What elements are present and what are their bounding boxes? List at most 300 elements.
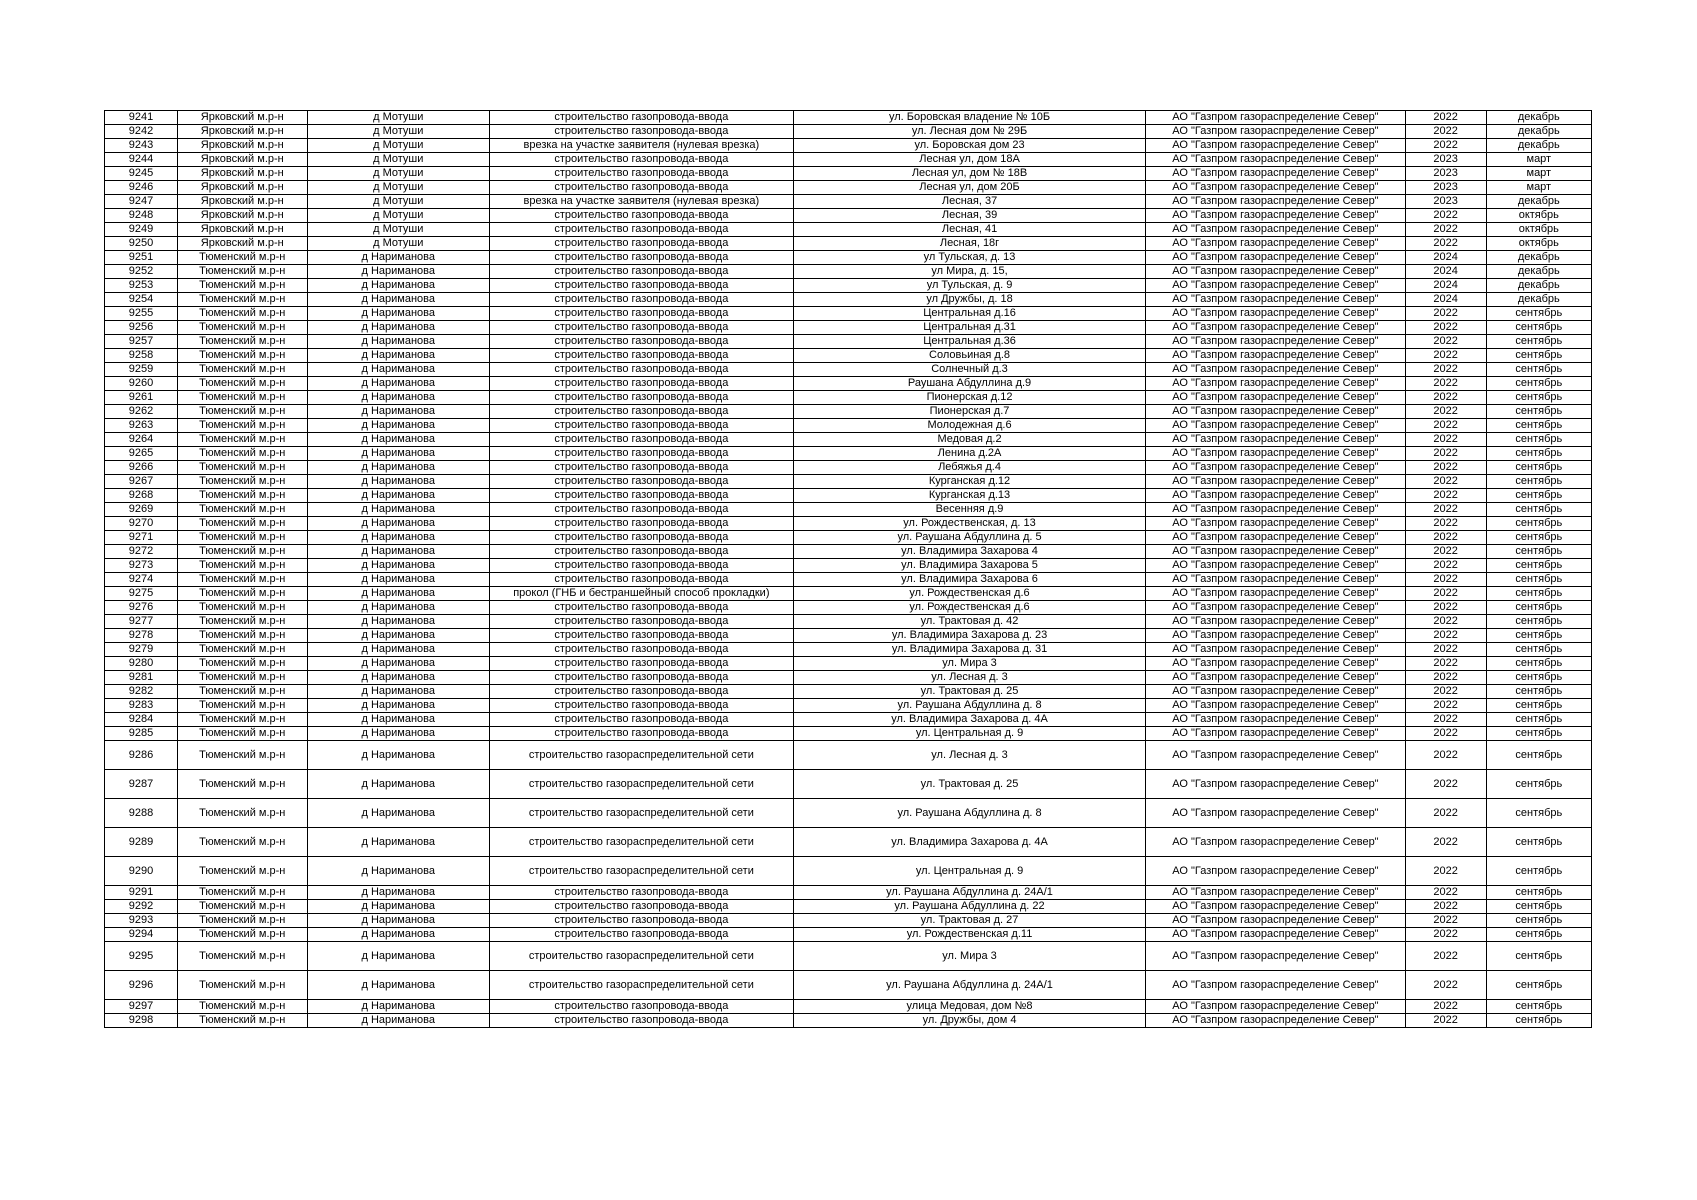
work-type-cell: строительство газопровода-ввода [489,209,793,223]
address-cell: Лесная, 37 [793,195,1146,209]
address-cell: ул. Боровская владение № 10Б [793,111,1146,125]
work-type-cell: строительство газопровода-ввода [489,447,793,461]
locality-cell: д Мотуши [307,223,489,237]
locality-cell: д Мотуши [307,139,489,153]
organization-cell: АО "Газпром газораспределение Север" [1146,223,1405,237]
locality-cell: д Нариманова [307,928,489,942]
locality-cell: д Нариманова [307,475,489,489]
organization-cell: АО "Газпром газораспределение Север" [1146,828,1405,857]
table-row [105,559,1592,573]
month-cell: сентябрь [1486,857,1591,886]
table-row [105,489,1592,503]
table-body [105,111,1592,1028]
address-cell: Лесная, 18г [793,237,1146,251]
table-row [105,517,1592,531]
organization-cell: АО "Газпром газораспределение Север" [1146,1014,1405,1028]
locality-cell: д Нариманова [307,857,489,886]
district-cell: Тюменский м.р-н [177,928,307,942]
locality-cell: д Нариманова [307,601,489,615]
year-cell: 2022 [1405,461,1486,475]
year-cell: 2022 [1405,237,1486,251]
organization-cell: АО "Газпром газораспределение Север" [1146,307,1405,321]
locality-cell: д Нариманова [307,685,489,699]
district-cell: Тюменский м.р-н [177,587,307,601]
year-cell: 2022 [1405,503,1486,517]
district-cell: Тюменский м.р-н [177,363,307,377]
work-type-cell: строительство газопровода-ввода [489,335,793,349]
table-row [105,433,1592,447]
work-type-cell: строительство газопровода-ввода [489,349,793,363]
row-number-cell: 9276 [105,601,178,615]
month-cell: сентябрь [1486,886,1591,900]
year-cell: 2022 [1405,857,1486,886]
locality-cell: д Нариманова [307,741,489,770]
month-cell: сентябрь [1486,377,1591,391]
month-cell: сентябрь [1486,1000,1591,1014]
month-cell: сентябрь [1486,475,1591,489]
district-cell: Тюменский м.р-н [177,265,307,279]
organization-cell: АО "Газпром газораспределение Север" [1146,643,1405,657]
year-cell: 2022 [1405,391,1486,405]
address-cell: Пионерская д.12 [793,391,1146,405]
district-cell: Ярковский м.р-н [177,167,307,181]
table-row [105,475,1592,489]
row-number-cell: 9250 [105,237,178,251]
year-cell: 2022 [1405,573,1486,587]
locality-cell: д Нариманова [307,517,489,531]
address-cell: ул. Трактовая д. 25 [793,770,1146,799]
month-cell: сентябрь [1486,489,1591,503]
organization-cell: АО "Газпром газораспределение Север" [1146,321,1405,335]
address-cell: ул. Раушана Абдуллина д. 22 [793,900,1146,914]
table-row [105,167,1592,181]
table-row [105,1000,1592,1014]
table-row [105,223,1592,237]
table-row [105,461,1592,475]
month-cell: сентябрь [1486,447,1591,461]
address-cell: Центральная д.31 [793,321,1146,335]
month-cell: сентябрь [1486,405,1591,419]
district-cell: Тюменский м.р-н [177,475,307,489]
locality-cell: д Нариманова [307,713,489,727]
district-cell: Тюменский м.р-н [177,545,307,559]
month-cell: сентябрь [1486,1014,1591,1028]
row-number-cell: 9285 [105,727,178,741]
month-cell: сентябрь [1486,531,1591,545]
work-type-cell: строительство газораспределительной сети [489,799,793,828]
row-number-cell: 9265 [105,447,178,461]
year-cell: 2022 [1405,489,1486,503]
locality-cell: д Нариманова [307,503,489,517]
address-cell: ул. Лесная д. 3 [793,741,1146,770]
district-cell: Ярковский м.р-н [177,153,307,167]
district-cell: Тюменский м.р-н [177,699,307,713]
work-type-cell: строительство газопровода-ввода [489,433,793,447]
year-cell: 2023 [1405,181,1486,195]
row-number-cell: 9296 [105,971,178,1000]
organization-cell: АО "Газпром газораспределение Север" [1146,209,1405,223]
organization-cell: АО "Газпром газораспределение Север" [1146,741,1405,770]
organization-cell: АО "Газпром газораспределение Север" [1146,181,1405,195]
table-row [105,195,1592,209]
address-cell: Лесная ул, дом 20Б [793,181,1146,195]
work-type-cell: строительство газопровода-ввода [489,111,793,125]
row-number-cell: 9282 [105,685,178,699]
address-cell: ул. Мира 3 [793,657,1146,671]
work-type-cell: строительство газопровода-ввода [489,279,793,293]
organization-cell: АО "Газпром газораспределение Север" [1146,195,1405,209]
locality-cell: д Нариманова [307,942,489,971]
row-number-cell: 9283 [105,699,178,713]
locality-cell: д Нариманова [307,461,489,475]
year-cell: 2024 [1405,279,1486,293]
organization-cell: АО "Газпром газораспределение Север" [1146,601,1405,615]
row-number-cell: 9256 [105,321,178,335]
district-cell: Ярковский м.р-н [177,237,307,251]
year-cell: 2022 [1405,928,1486,942]
year-cell: 2022 [1405,971,1486,1000]
month-cell: октябрь [1486,237,1591,251]
address-cell: Молодежная д.6 [793,419,1146,433]
row-number-cell: 9273 [105,559,178,573]
month-cell: сентябрь [1486,517,1591,531]
table-row [105,139,1592,153]
row-number-cell: 9292 [105,900,178,914]
organization-cell: АО "Газпром газораспределение Север" [1146,237,1405,251]
organization-cell: АО "Газпром газораспределение Север" [1146,629,1405,643]
table-row [105,699,1592,713]
year-cell: 2022 [1405,1014,1486,1028]
organization-cell: АО "Газпром газораспределение Север" [1146,727,1405,741]
table-row [105,111,1592,125]
address-cell: Соловьиная д.8 [793,349,1146,363]
address-cell: ул. Владимира Захарова д. 4А [793,713,1146,727]
month-cell: декабрь [1486,293,1591,307]
month-cell: декабрь [1486,139,1591,153]
work-type-cell: строительство газопровода-ввода [489,503,793,517]
address-cell: Лесная, 39 [793,209,1146,223]
work-type-cell: строительство газопровода-ввода [489,475,793,489]
row-number-cell: 9286 [105,741,178,770]
month-cell: сентябрь [1486,321,1591,335]
district-cell: Тюменский м.р-н [177,293,307,307]
locality-cell: д Мотуши [307,195,489,209]
address-cell: Раушана Абдуллина д.9 [793,377,1146,391]
work-type-cell: строительство газопровода-ввода [489,1014,793,1028]
organization-cell: АО "Газпром газораспределение Север" [1146,363,1405,377]
work-type-cell: строительство газопровода-ввода [489,699,793,713]
table-row [105,293,1592,307]
year-cell: 2022 [1405,615,1486,629]
work-type-cell: строительство газопровода-ввода [489,237,793,251]
row-number-cell: 9271 [105,531,178,545]
table-row [105,657,1592,671]
year-cell: 2022 [1405,699,1486,713]
table-row [105,799,1592,828]
table-row [105,531,1592,545]
year-cell: 2022 [1405,139,1486,153]
work-type-cell: строительство газораспределительной сети [489,857,793,886]
district-cell: Тюменский м.р-н [177,1000,307,1014]
locality-cell: д Нариманова [307,419,489,433]
year-cell: 2022 [1405,475,1486,489]
row-number-cell: 9263 [105,419,178,433]
organization-cell: АО "Газпром газораспределение Север" [1146,713,1405,727]
year-cell: 2024 [1405,251,1486,265]
work-type-cell: строительство газопровода-ввода [489,601,793,615]
year-cell: 2022 [1405,447,1486,461]
district-cell: Ярковский м.р-н [177,139,307,153]
year-cell: 2022 [1405,643,1486,657]
address-cell: ул. Трактовая д. 27 [793,914,1146,928]
row-number-cell: 9246 [105,181,178,195]
locality-cell: д Нариманова [307,727,489,741]
organization-cell: АО "Газпром газораспределение Север" [1146,531,1405,545]
locality-cell: д Нариманова [307,1000,489,1014]
address-cell: Курганская д.12 [793,475,1146,489]
work-type-cell: строительство газопровода-ввода [489,615,793,629]
row-number-cell: 9275 [105,587,178,601]
locality-cell: д Мотуши [307,125,489,139]
district-cell: Ярковский м.р-н [177,209,307,223]
row-number-cell: 9298 [105,1014,178,1028]
year-cell: 2022 [1405,770,1486,799]
row-number-cell: 9248 [105,209,178,223]
district-cell: Тюменский м.р-н [177,517,307,531]
year-cell: 2022 [1405,601,1486,615]
month-cell: март [1486,167,1591,181]
year-cell: 2022 [1405,419,1486,433]
year-cell: 2024 [1405,265,1486,279]
month-cell: сентябрь [1486,741,1591,770]
address-cell: ул. Владимира Захарова 4 [793,545,1146,559]
month-cell: декабрь [1486,125,1591,139]
work-type-cell: строительство газораспределительной сети [489,828,793,857]
row-number-cell: 9274 [105,573,178,587]
locality-cell: д Нариманова [307,643,489,657]
district-cell: Тюменский м.р-н [177,307,307,321]
organization-cell: АО "Газпром газораспределение Север" [1146,587,1405,601]
row-number-cell: 9267 [105,475,178,489]
district-cell: Тюменский м.р-н [177,1014,307,1028]
district-cell: Тюменский м.р-н [177,447,307,461]
table-row [105,713,1592,727]
district-cell: Тюменский м.р-н [177,601,307,615]
address-cell: Весенняя д.9 [793,503,1146,517]
organization-cell: АО "Газпром газораспределение Север" [1146,153,1405,167]
table-row [105,900,1592,914]
address-cell: ул Дружбы, д. 18 [793,293,1146,307]
address-cell: ул. Владимира Захарова д. 23 [793,629,1146,643]
locality-cell: д Нариманова [307,391,489,405]
address-cell: ул. Владимира Захарова 5 [793,559,1146,573]
row-number-cell: 9287 [105,770,178,799]
locality-cell: д Нариманова [307,799,489,828]
year-cell: 2023 [1405,167,1486,181]
month-cell: сентябрь [1486,799,1591,828]
row-number-cell: 9260 [105,377,178,391]
month-cell: сентябрь [1486,391,1591,405]
organization-cell: АО "Газпром газораспределение Север" [1146,559,1405,573]
table-row [105,545,1592,559]
organization-cell: АО "Газпром газораспределение Север" [1146,517,1405,531]
row-number-cell: 9242 [105,125,178,139]
locality-cell: д Нариманова [307,545,489,559]
table-row [105,601,1592,615]
month-cell: сентябрь [1486,713,1591,727]
work-type-cell: строительство газораспределительной сети [489,770,793,799]
address-cell: ул. Боровская дом 23 [793,139,1146,153]
locality-cell: д Нариманова [307,587,489,601]
locality-cell: д Нариманова [307,615,489,629]
year-cell: 2022 [1405,125,1486,139]
organization-cell: АО "Газпром газораспределение Север" [1146,503,1405,517]
year-cell: 2022 [1405,517,1486,531]
month-cell: сентябрь [1486,699,1591,713]
locality-cell: д Нариманова [307,971,489,1000]
month-cell: сентябрь [1486,419,1591,433]
address-cell: ул. Раушана Абдуллина д. 5 [793,531,1146,545]
address-cell: Курганская д.13 [793,489,1146,503]
month-cell: сентябрь [1486,914,1591,928]
year-cell: 2022 [1405,433,1486,447]
row-number-cell: 9281 [105,671,178,685]
locality-cell: д Нариманова [307,914,489,928]
month-cell: сентябрь [1486,685,1591,699]
organization-cell: АО "Газпром газораспределение Север" [1146,335,1405,349]
row-number-cell: 9268 [105,489,178,503]
address-cell: ул. Раушана Абдуллина д. 8 [793,699,1146,713]
table-row [105,447,1592,461]
address-cell: ул. Мира 3 [793,942,1146,971]
month-cell: сентябрь [1486,363,1591,377]
work-type-cell: строительство газопровода-ввода [489,153,793,167]
month-cell: сентябрь [1486,900,1591,914]
work-type-cell: строительство газопровода-ввода [489,265,793,279]
locality-cell: д Нариманова [307,629,489,643]
gas-connection-table [104,110,1592,1028]
organization-cell: АО "Газпром газораспределение Север" [1146,573,1405,587]
locality-cell: д Нариманова [307,293,489,307]
district-cell: Тюменский м.р-н [177,419,307,433]
month-cell: сентябрь [1486,643,1591,657]
year-cell: 2022 [1405,335,1486,349]
table-row [105,153,1592,167]
address-cell: ул. Раушана Абдуллина д. 24А/1 [793,886,1146,900]
work-type-cell: строительство газопровода-ввода [489,181,793,195]
organization-cell: АО "Газпром газораспределение Север" [1146,914,1405,928]
year-cell: 2022 [1405,727,1486,741]
locality-cell: д Нариманова [307,349,489,363]
year-cell: 2022 [1405,828,1486,857]
work-type-cell: строительство газопровода-ввода [489,573,793,587]
district-cell: Ярковский м.р-н [177,111,307,125]
district-cell: Тюменский м.р-н [177,685,307,699]
organization-cell: АО "Газпром газораспределение Север" [1146,265,1405,279]
work-type-cell: строительство газопровода-ввода [489,643,793,657]
table-row [105,363,1592,377]
month-cell: март [1486,181,1591,195]
organization-cell: АО "Газпром газораспределение Север" [1146,671,1405,685]
organization-cell: АО "Газпром газораспределение Север" [1146,405,1405,419]
work-type-cell: строительство газопровода-ввода [489,489,793,503]
year-cell: 2022 [1405,886,1486,900]
month-cell: сентябрь [1486,573,1591,587]
row-number-cell: 9266 [105,461,178,475]
row-number-cell: 9297 [105,1000,178,1014]
address-cell: Лесная, 41 [793,223,1146,237]
table-row [105,942,1592,971]
locality-cell: д Нариманова [307,279,489,293]
table-row [105,1014,1592,1028]
table-row [105,914,1592,928]
district-cell: Ярковский м.р-н [177,181,307,195]
month-cell: сентябрь [1486,828,1591,857]
year-cell: 2022 [1405,587,1486,601]
table-row [105,587,1592,601]
year-cell: 2022 [1405,741,1486,770]
row-number-cell: 9245 [105,167,178,181]
district-cell: Тюменский м.р-н [177,503,307,517]
work-type-cell: строительство газопровода-ввода [489,886,793,900]
district-cell: Тюменский м.р-н [177,461,307,475]
organization-cell: АО "Газпром газораспределение Север" [1146,433,1405,447]
year-cell: 2022 [1405,377,1486,391]
table-row [105,727,1592,741]
locality-cell: д Нариманова [307,447,489,461]
locality-cell: д Мотуши [307,153,489,167]
work-type-cell: строительство газопровода-ввода [489,363,793,377]
month-cell: сентябрь [1486,657,1591,671]
organization-cell: АО "Газпром газораспределение Север" [1146,279,1405,293]
row-number-cell: 9241 [105,111,178,125]
district-cell: Тюменский м.р-н [177,942,307,971]
year-cell: 2022 [1405,405,1486,419]
table-row [105,828,1592,857]
locality-cell: д Нариманова [307,559,489,573]
organization-cell: АО "Газпром газораспределение Север" [1146,799,1405,828]
month-cell: сентябрь [1486,461,1591,475]
address-cell: ул. Центральная д. 9 [793,727,1146,741]
table-row [105,349,1592,363]
locality-cell: д Нариманова [307,377,489,391]
address-cell: ул. Рождественская д.6 [793,601,1146,615]
month-cell: сентябрь [1486,971,1591,1000]
year-cell: 2022 [1405,799,1486,828]
row-number-cell: 9259 [105,363,178,377]
work-type-cell: строительство газопровода-ввода [489,293,793,307]
month-cell: декабрь [1486,195,1591,209]
table-row [105,391,1592,405]
work-type-cell: строительство газораспределительной сети [489,971,793,1000]
locality-cell: д Нариманова [307,699,489,713]
row-number-cell: 9253 [105,279,178,293]
organization-cell: АО "Газпром газораспределение Север" [1146,293,1405,307]
work-type-cell: строительство газопровода-ввода [489,914,793,928]
work-type-cell: строительство газопровода-ввода [489,531,793,545]
district-cell: Тюменский м.р-н [177,828,307,857]
work-type-cell: строительство газопровода-ввода [489,713,793,727]
address-cell: улица Медовая, дом №8 [793,1000,1146,1014]
year-cell: 2022 [1405,713,1486,727]
organization-cell: АО "Газпром газораспределение Север" [1146,942,1405,971]
work-type-cell: строительство газопровода-ввода [489,685,793,699]
district-cell: Тюменский м.р-н [177,251,307,265]
organization-cell: АО "Газпром газораспределение Север" [1146,699,1405,713]
year-cell: 2022 [1405,1000,1486,1014]
table-row [105,405,1592,419]
month-cell: сентябрь [1486,307,1591,321]
